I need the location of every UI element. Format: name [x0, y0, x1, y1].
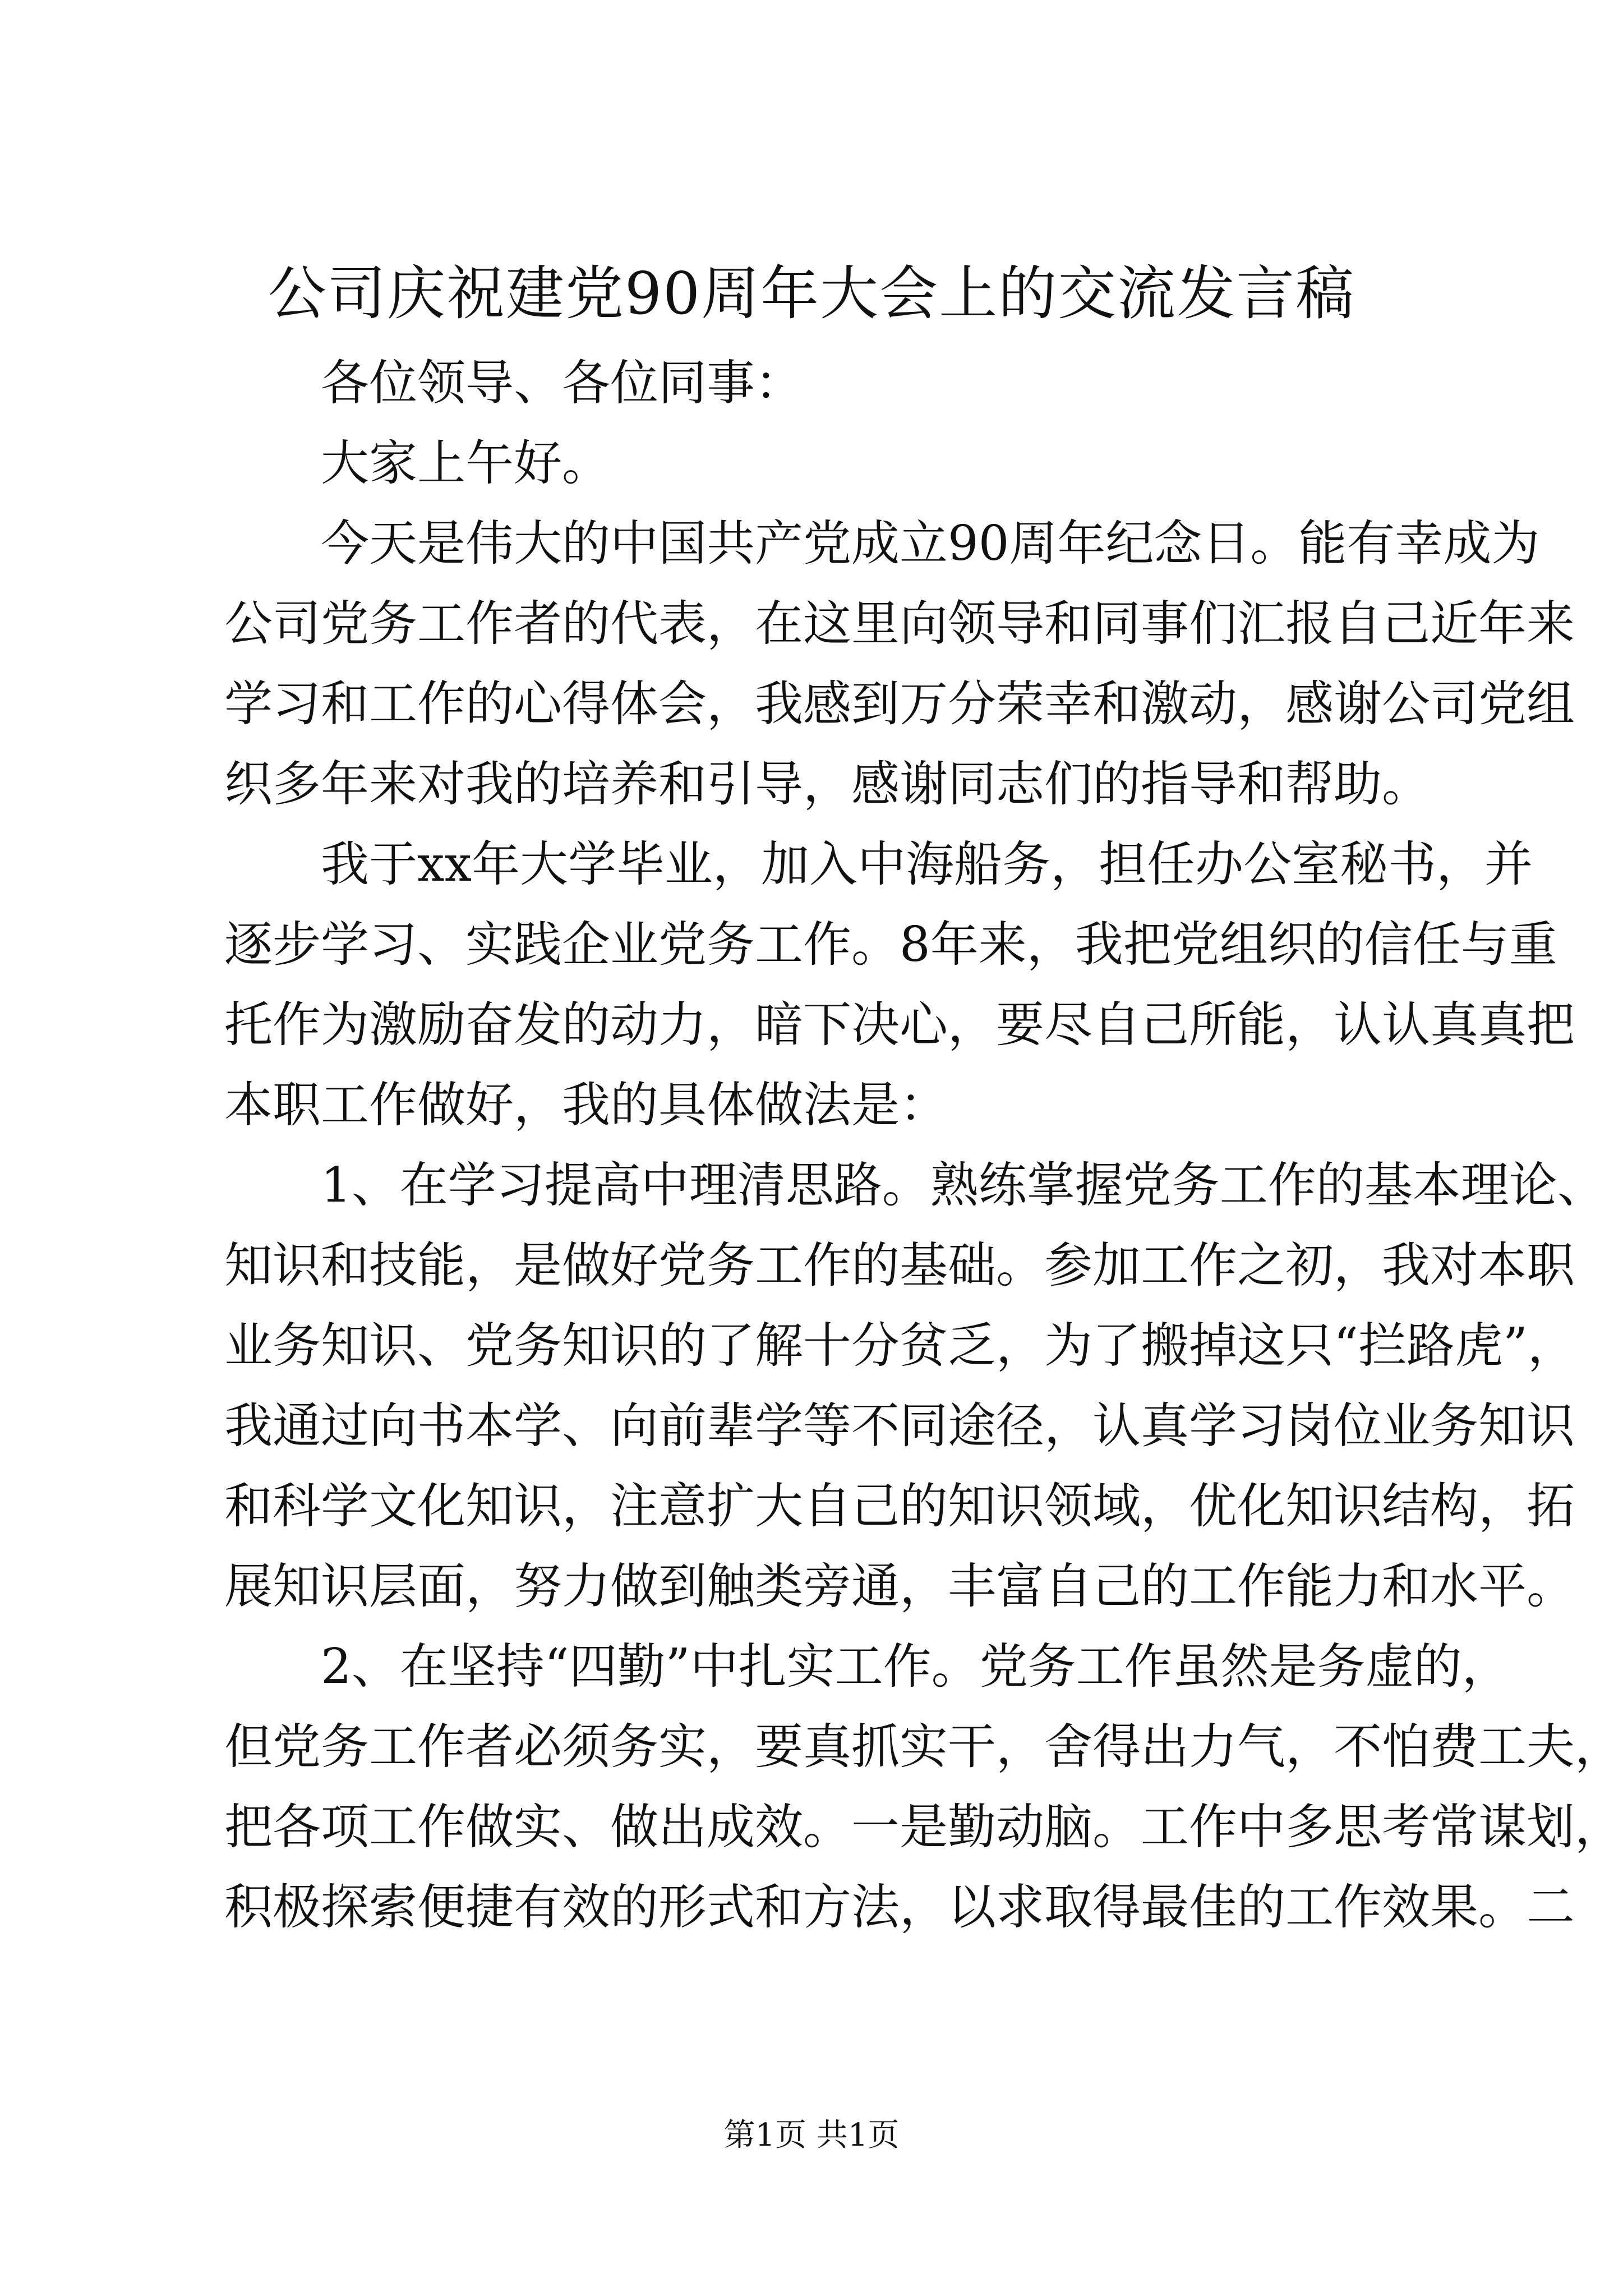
text-line: 我通过向书本学、向前辈学等不同途径，认真学习岗位业务知识 — [224, 1398, 1575, 1454]
text-line: 和科学文化知识，注意扩大自己的知识领域，优化知识结构，拓 — [224, 1478, 1575, 1534]
document-title: 公司庆祝建党90周年大会上的交流发言稿 — [268, 259, 1355, 328]
text-line: 逐步学习、实践企业党务工作。8年来，我把党组织的信任与重 — [224, 917, 1557, 973]
text-line: 业务知识、党务知识的了解十分贫乏，为了搬掉这只“拦路虎”， — [224, 1318, 1576, 1374]
text-line: 我于xx年大学毕业，加入中海船务，担任办公室秘书，并 — [321, 836, 1533, 892]
text-line: 大家上午好。 — [321, 435, 610, 491]
text-line: 托作为激励奋发的动力，暗下决心，要尽自己所能，认认真真把 — [224, 997, 1575, 1053]
text-line: 织多年来对我的培养和引导，感谢同志们的指导和帮助。 — [224, 756, 1430, 812]
text-line: 展知识层面，努力做到触类旁通，丰富自己的工作能力和水平。 — [224, 1558, 1575, 1614]
text-line: 但党务工作者必须务实，要真抓实干，舍得出力气，不怕费工夫， — [224, 1719, 1623, 1775]
text-line: 今天是伟大的中国共产党成立90周年纪念日。能有幸成为 — [321, 516, 1540, 572]
text-line: 各位领导、各位同事： — [321, 355, 803, 411]
text-line: 知识和技能，是做好党务工作的基础。参加工作之初，我对本职 — [224, 1237, 1575, 1294]
text-line: 学习和工作的心得体会，我感到万分荣幸和激动，感谢公司党组 — [224, 676, 1575, 732]
text-line: 公司党务工作者的代表，在这里向领导和同事们汇报自己近年来 — [224, 596, 1575, 652]
text-line: 本职工作做好，我的具体做法是： — [224, 1077, 948, 1133]
text-line: 积极探索便捷有效的形式和方法，以求取得最佳的工作效果。二 — [224, 1879, 1575, 1935]
page-footer: 第1页 共1页 — [723, 2117, 900, 2154]
text-line: 把各项工作做实、做出成效。一是勤动脑。工作中多思考常谋划， — [224, 1799, 1623, 1855]
document-body — [224, 343, 1623, 1948]
text-line: 1、在学习提高中理清思路。熟练掌握党务工作的基本理论、 — [321, 1157, 1606, 1213]
text-line: 2、在坚持“四勤”中扎实工作。党务工作虽然是务虚的， — [321, 1639, 1510, 1695]
